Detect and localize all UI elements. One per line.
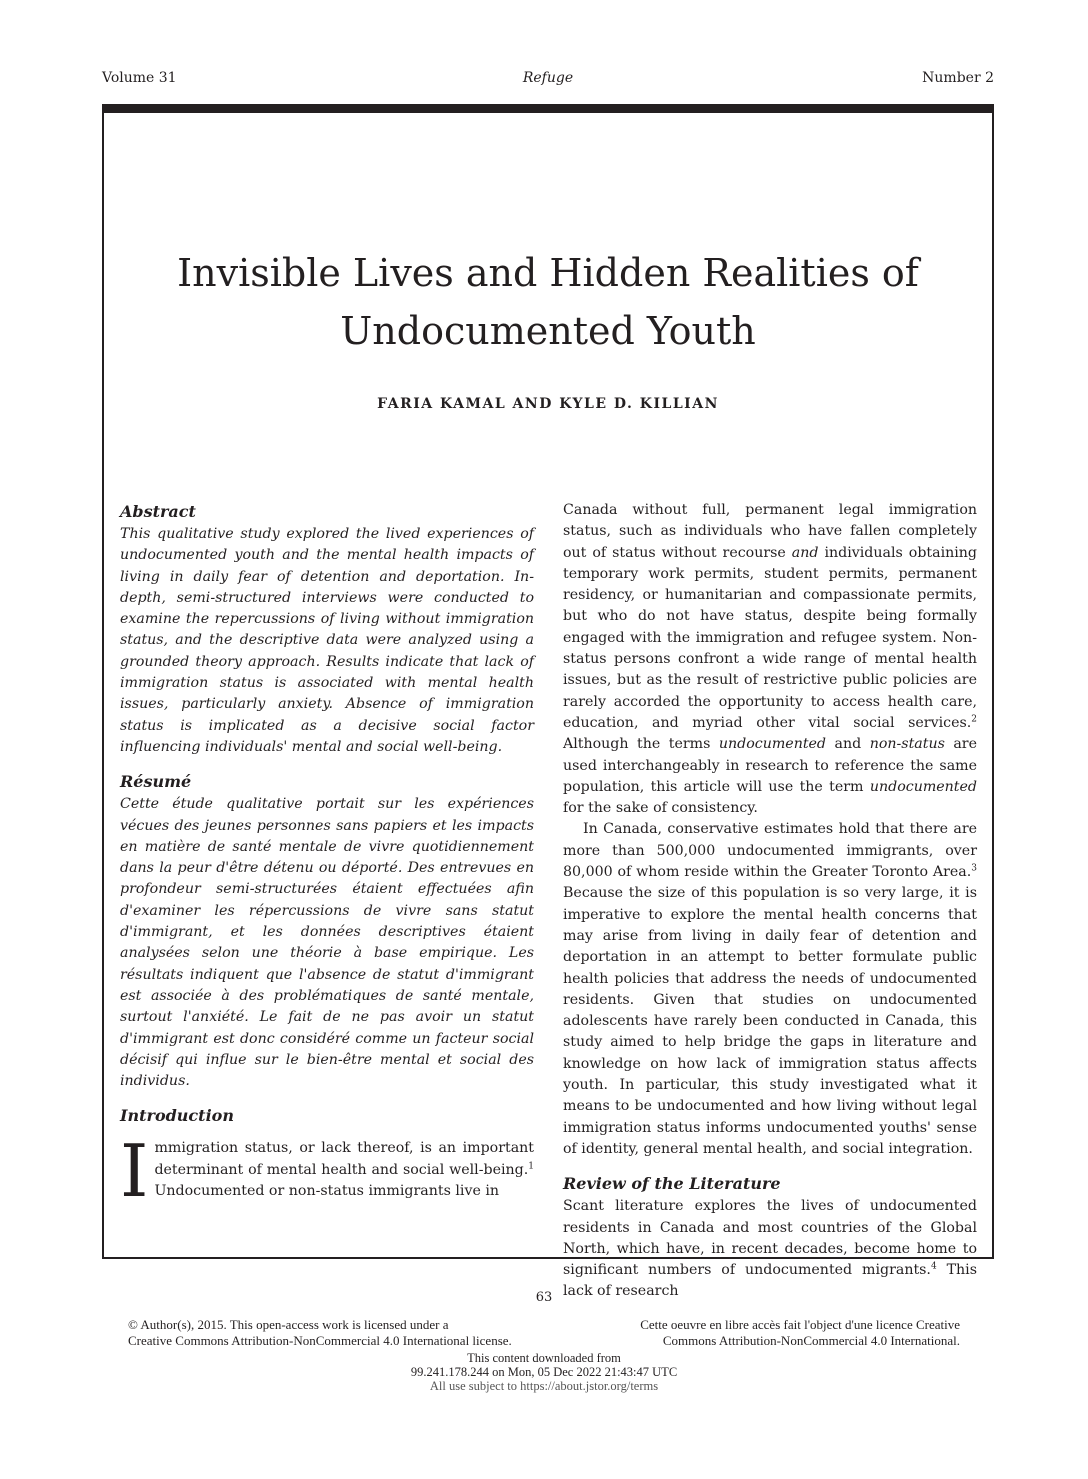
text-run: Canada without full, permanent legal immigration status, such as individuals who have fallen completely out of status without recourse — [563, 502, 977, 561]
introduction-paragraph — [120, 1129, 534, 1214]
intro-text: mmigration status, or lack thereof, is an important determinant of mental health and social well-being. — [154, 1140, 534, 1178]
footnote-ref-4[interactable]: 4 — [930, 1261, 937, 1272]
text-run: This lack of research — [563, 1262, 977, 1300]
resume-text: Cette étude qualitative portait sur les expériences vécues des jeunes personnes sans papiers et les impacts en matière de santé mentale de vivre quotidiennement dans la peur d'être détenu ou déporté. Des entrevues en profondeur semi-structurées étaient effectuées afin d'examiner les répercussions de vivre sans statut d'immigrant, et les données descriptives étaient analysées selon une théorie à base empirique. Les résultats indiquent que l'absence de statut d'immigrant est associée à des problématiques de santé mentale, surtout l'anxiété. Le fait de ne pas avoir un statut d'immigrant est donc considéré comme un facteur social décisif qui influe sur le bien-être mental et social des individus. — [120, 796, 534, 1090]
footnote-ref-3[interactable]: 3 — [971, 863, 977, 874]
introduction-section — [120, 1104, 534, 1214]
license-link[interactable]: Creative Commons Attribution-NonCommercial 4.0 International license. — [128, 1333, 512, 1348]
intro-text-2: Undocumented or non-status immigrants live in — [154, 1183, 500, 1200]
license-english — [128, 1317, 588, 1349]
journal-name: Refuge — [522, 70, 574, 86]
emphasis: undocumented — [869, 778, 977, 795]
drop-cap: I — [120, 1129, 149, 1214]
text-run: for the sake of consistency. — [563, 800, 758, 817]
footnote-ref-2[interactable]: 2 — [971, 714, 977, 725]
license-line: Cette oeuvre en libre accès fait l'object d'une licence Creative — [640, 1317, 960, 1332]
issue-number: Number 2 — [922, 70, 994, 86]
title-line-2: Undocumented Youth — [340, 309, 756, 353]
text-run: and — [826, 736, 870, 753]
text-run: Because the size of this population is so very large, it is imperative to explore the mental health concerns that may arise from living in daily fear of detention and deportation in an attempt to better formulate public health policies that address the needs of undocumented residents. Given that studies on undocumented adolescents have rarely been conducted in Canada, this study aimed to help bridge the gaps in literature and knowledge on how lack of immigration status affects youth. In particular, this study investigated what it means to be undocumented and how living without legal immigration status informs undocumented youths' sense of identity, general mental health, and social integration. — [563, 885, 977, 1157]
title-line-1: Invisible Lives and Hidden Realities of — [177, 251, 919, 295]
article-authors: FARIA KAMAL AND KYLE D. KILLIAN — [377, 396, 719, 412]
body-paragraph-2 — [563, 819, 977, 1160]
emphasis: undocumented — [718, 736, 827, 753]
license-french — [600, 1317, 960, 1349]
introduction-heading: Introduction — [120, 1106, 234, 1126]
text-run: individuals obtaining temporary work permits, student permits, permanent residency, or humanitarian and compassionate permits, but who do not have status, despite being formally engaged with the immigration and refugee system. Non-status persons confront a wide range of mental health issues, but as the result of restrictive public policies are rarely accorded the opportunity to access health care, education, and myriad other vital social services. — [563, 544, 977, 731]
text-run: Although the terms — [563, 736, 719, 753]
body-paragraph-3 — [563, 1196, 977, 1302]
body-paragraph-1 — [563, 500, 977, 819]
resume-section — [120, 770, 534, 1092]
volume-label: Volume 31 — [102, 70, 177, 86]
download-ip-line: 99.241.178.244 on Mon, 05 Dec 2022 21:43:47 UTC — [410, 1365, 678, 1379]
abstract-text: This qualitative study explored the lived experiences of undocumented youth and the mental health impacts of living in daily fear of detention and deportation. In-depth, semi-structured interviews were conducted to examine the repercussions of living without immigration status, and the descriptive data were analyzed using a grounded theory approach. Results indicate that lack of immigration status is associated with mental health issues, particularly anxiety. Absence of immigration status is implicated as a decisive social factor influencing individuals' mental and social well-being. — [120, 526, 534, 755]
terms-link[interactable]: All use subject to https://about.jstor.org/terms — [429, 1379, 659, 1393]
abstract-heading: Abstract — [120, 502, 196, 521]
download-notice — [0, 1351, 1088, 1393]
article-title — [140, 244, 956, 360]
download-line: This content downloaded from — [467, 1351, 621, 1365]
emphasis: and — [791, 544, 819, 561]
running-head — [102, 70, 994, 92]
text-run: are used interchangeably in research to reference the same population, this article will use the term — [563, 736, 977, 795]
left-column — [120, 500, 534, 1214]
resume-heading: Résumé — [120, 772, 192, 792]
license-line: Commons Attribution-NonCommercial 4.0 International. — [662, 1333, 960, 1348]
right-column — [563, 500, 977, 1303]
text-run: In Canada, conservative estimates hold that there are more than 500,000 undocumented immigrants, over 80,000 of whom reside within the Greater Toronto Area. — [563, 821, 977, 881]
page-number: 63 — [535, 1290, 553, 1305]
license-line: © Author(s), 2015. This open-access work is licensed under a — [128, 1317, 449, 1332]
emphasis: non-status — [869, 736, 945, 753]
review-heading: Review of the Literature — [563, 1174, 781, 1194]
text-run: Scant literature explores the lives of undocumented residents in Canada and most countries of the Global North, which have, in recent decades, become home to significant numbers of undocumented migrants. — [563, 1198, 977, 1279]
abstract-section — [120, 500, 534, 758]
footnote-ref-1[interactable]: 1 — [528, 1160, 534, 1171]
